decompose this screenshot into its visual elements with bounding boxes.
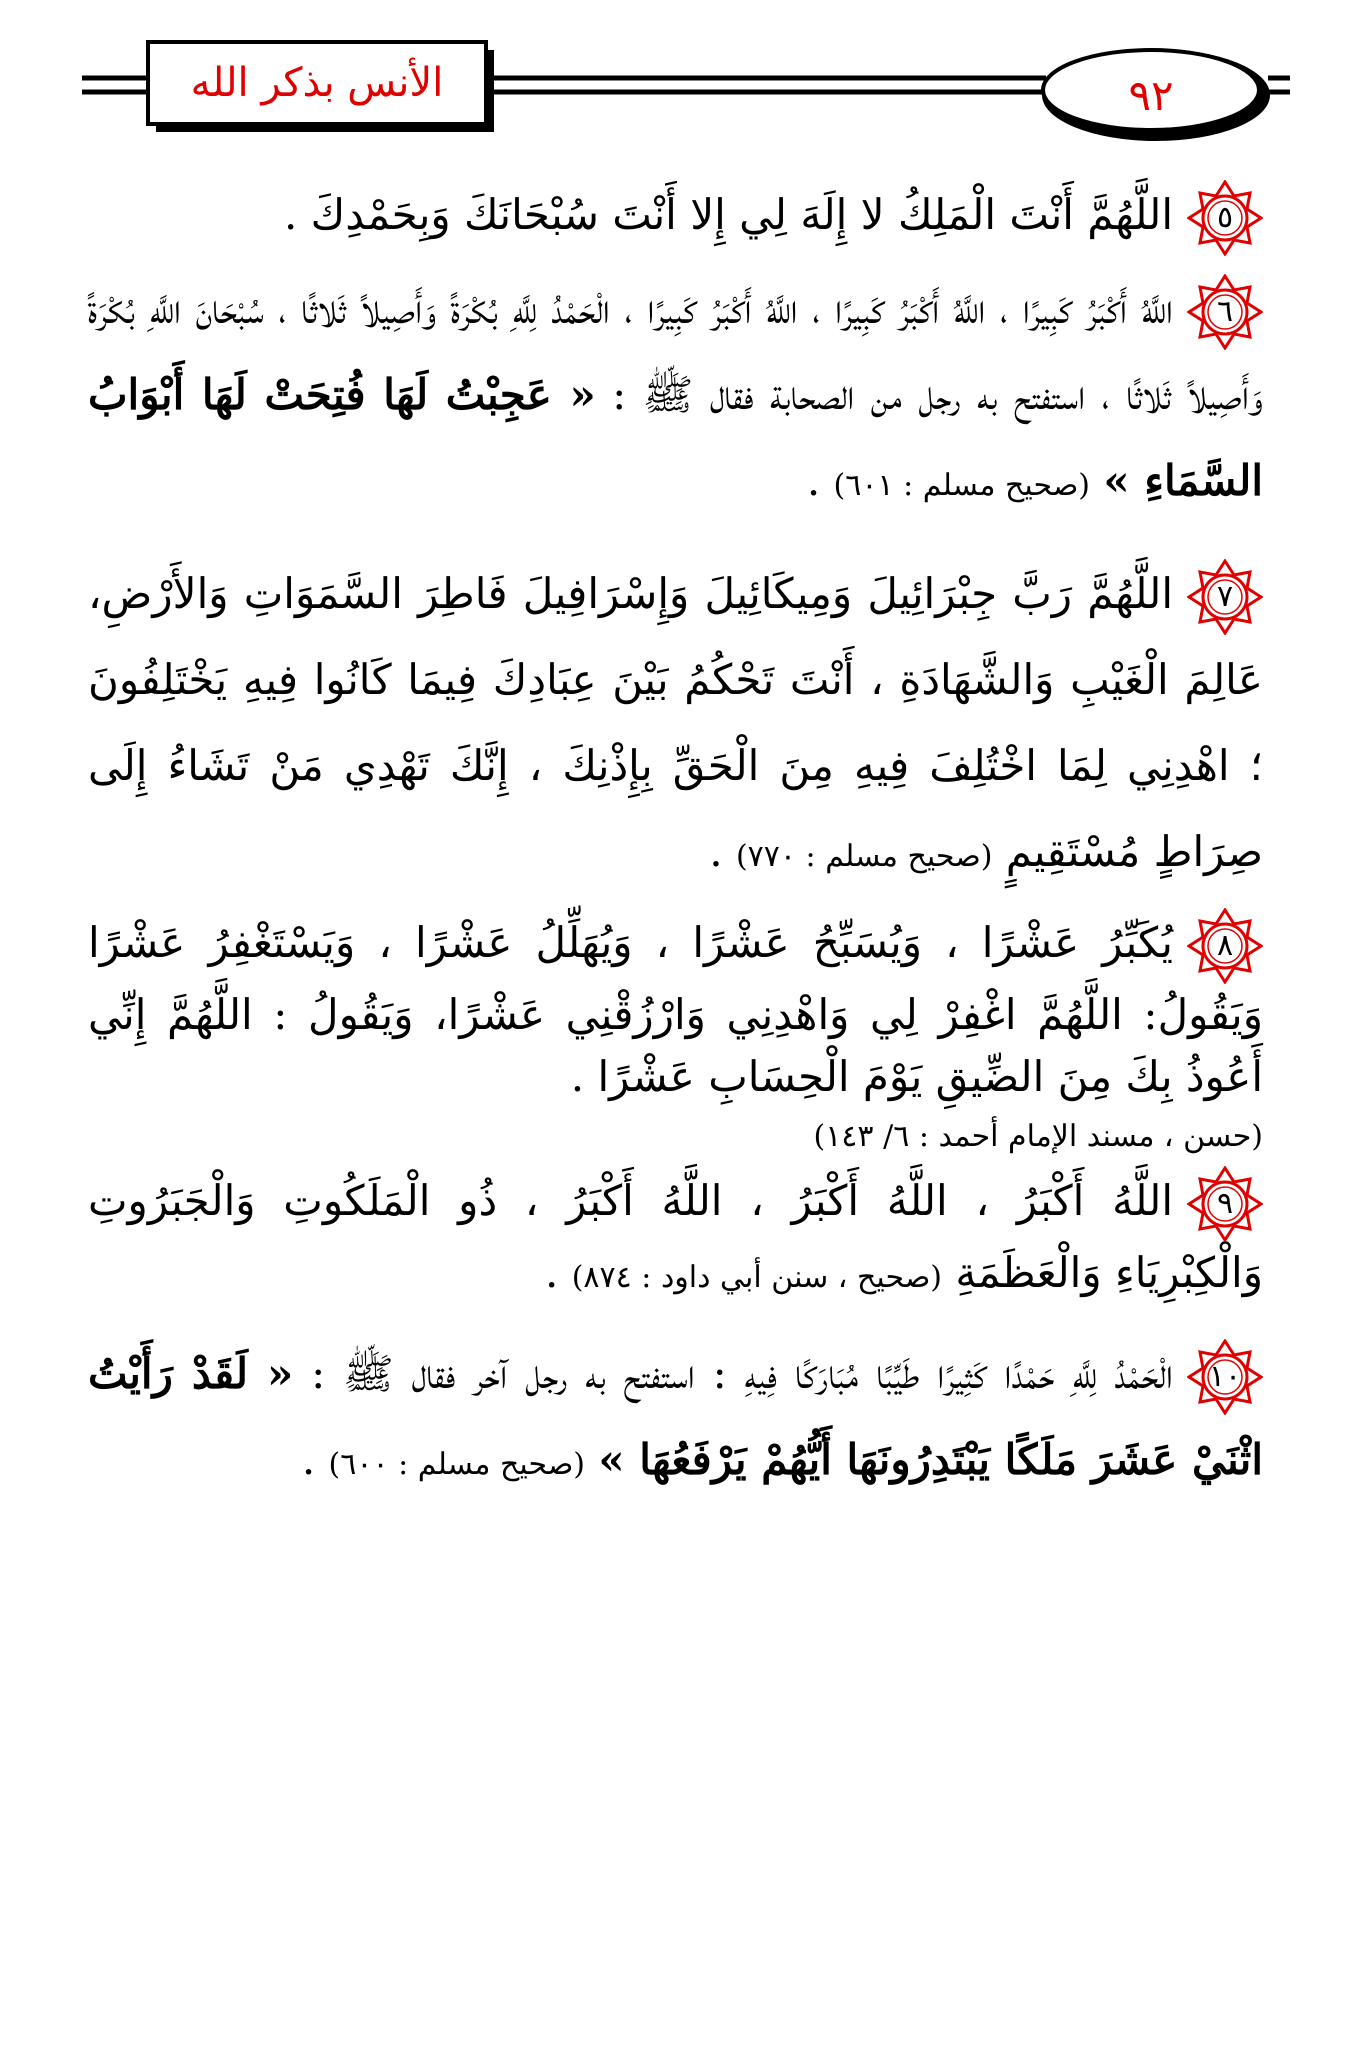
item-number-badge	[1187, 1166, 1263, 1242]
page-number: ٩٢	[1128, 70, 1174, 120]
dhikr-text: يُكَبِّرُ عَشْرًا ، وَيُسَبِّحُ عَشْرًا ، وَيُهَلِّلُ عَشْرًا ، وَيَسْتَغْفِرُ عَشْرًا وَيَقُولُ: اللَّهُمَّ اغْفِرْ لِي وَاهْدِنِي وَارْزُقْنِي عَشْرًا، وَيَقُولُ : اللَّهُمَّ إِنِّي أَعُوذُ بِكَ مِنَ الضِّيقِ يَوْمَ الْحِسَابِ عَشْرًا .	[88, 918, 1263, 1101]
hadith-source: (صحيح مسلم : ٧٧٠)	[735, 839, 993, 874]
page-content	[88, 172, 1263, 1508]
dhikr-item-8	[88, 908, 1263, 1166]
hadith-quote: « عَجِبْتُ لَهَا فُتِحَتْ لَهَا أَبْوَابُ السَّمَاءِ »	[88, 370, 1263, 505]
item-number: ١٠	[1208, 1359, 1242, 1394]
dhikr-text: اللَّهُ أَكْبَرُ ، اللَّهُ أَكْبَرُ ، اللَّهُ أَكْبَرُ ، ذُو الْمَلَكُوتِ وَالْجَبَرُوتِ وَالْكِبْرِيَاءِ وَالْعَظَمَةِ	[88, 1176, 1263, 1297]
dhikr-text: الْحَمْدُ لِلَّهِ حَمْدًا كَثِيرًا طَيِّبًا مُبَارَكًا فِيهِ : استفتح به رجل آخر فقال ﷺ :	[311, 1349, 1173, 1398]
item-number: ٦	[1216, 294, 1234, 329]
dhikr-item-10	[88, 1331, 1263, 1508]
dhikr-item-7	[88, 551, 1263, 900]
dhikr-item-9	[88, 1166, 1263, 1309]
item-number-badge	[1187, 180, 1263, 256]
dhikr-text: اللَّهُمَّ أَنْتَ الْمَلِكُ لا إِلَهَ لِي إِلا أَنْتَ سُبْحَانَكَ وَبِحَمْدِكَ .	[283, 190, 1173, 239]
hadith-source: (صحيح ، سنن أبي داود : ٨٧٤)	[571, 1260, 942, 1295]
item-number-badge	[1187, 274, 1263, 350]
sentence-end: .	[709, 827, 723, 876]
sentence-end: .	[301, 1435, 316, 1484]
item-number: ٥	[1216, 200, 1234, 235]
item-number: ٩	[1216, 1186, 1234, 1221]
item-number: ٧	[1216, 579, 1234, 614]
hadith-source: (صحيح مسلم : ٦٠٠)	[328, 1447, 585, 1482]
hadith-source: (حسن ، مسند الإمام أحمد : ٦/ ١٤٣)	[813, 1119, 1263, 1154]
item-number: ٨	[1216, 928, 1234, 963]
dhikr-item-6	[88, 266, 1263, 529]
page-header	[0, 0, 1356, 150]
dhikr-item-5	[88, 172, 1263, 258]
dhikr-text: اللَّهُ أَكْبَرُ كَبِيرًا ، اللَّهُ أَكْبَرُ كَبِيرًا ، اللَّهُ أَكْبَرُ كَبِيرًا ، الْحَمْدُ لِلَّهِ بُكْرَةً وَأَصِيلاً ثَلاثًا ، سُبْحَانَ اللَّهِ بُكْرَةً وَأَصِيلاً ثَلاثًا ، استفتح به رجل من الصحابة فقال ﷺ :	[88, 284, 1263, 419]
dhikr-text: اللَّهُمَّ رَبَّ جِبْرَائِيلَ وَمِيكَائِيلَ وَإِسْرَافِيلَ فَاطِرَ السَّمَوَاتِ وَالأَرْضِ، عَالِمَ الْغَيْبِ وَالشَّهَادَةِ ، أَنْتَ تَحْكُمُ بَيْنَ عِبَادِكَ فِيمَا كَانُوا فِيهِ يَخْتَلِفُونَ ؛ اهْدِنِي لِمَا اخْتُلِفَ فِيهِ مِنَ الْحَقِّ بِإِذْنِكَ ، إِنَّكَ تَهْدِي مَنْ تَشَاءُ إِلَى صِرَاطٍ مُسْتَقِيمٍ	[88, 569, 1263, 876]
hadith-quote: « لَقَدْ رَأَيْتُ اثْنَيْ عَشَرَ مَلَكًا يَبْتَدِرُونَهَا أَيُّهُمْ يَرْفَعُهَا »	[88, 1349, 1263, 1484]
item-number-badge	[1187, 559, 1263, 635]
header-title: الأنس بذكر الله	[190, 60, 444, 106]
sentence-end: .	[544, 1248, 559, 1297]
item-number-badge	[1187, 1339, 1263, 1415]
hadith-source: (صحيح مسلم : ٦٠١)	[833, 468, 1090, 503]
item-number-badge	[1187, 908, 1263, 984]
sentence-end: .	[806, 456, 821, 505]
